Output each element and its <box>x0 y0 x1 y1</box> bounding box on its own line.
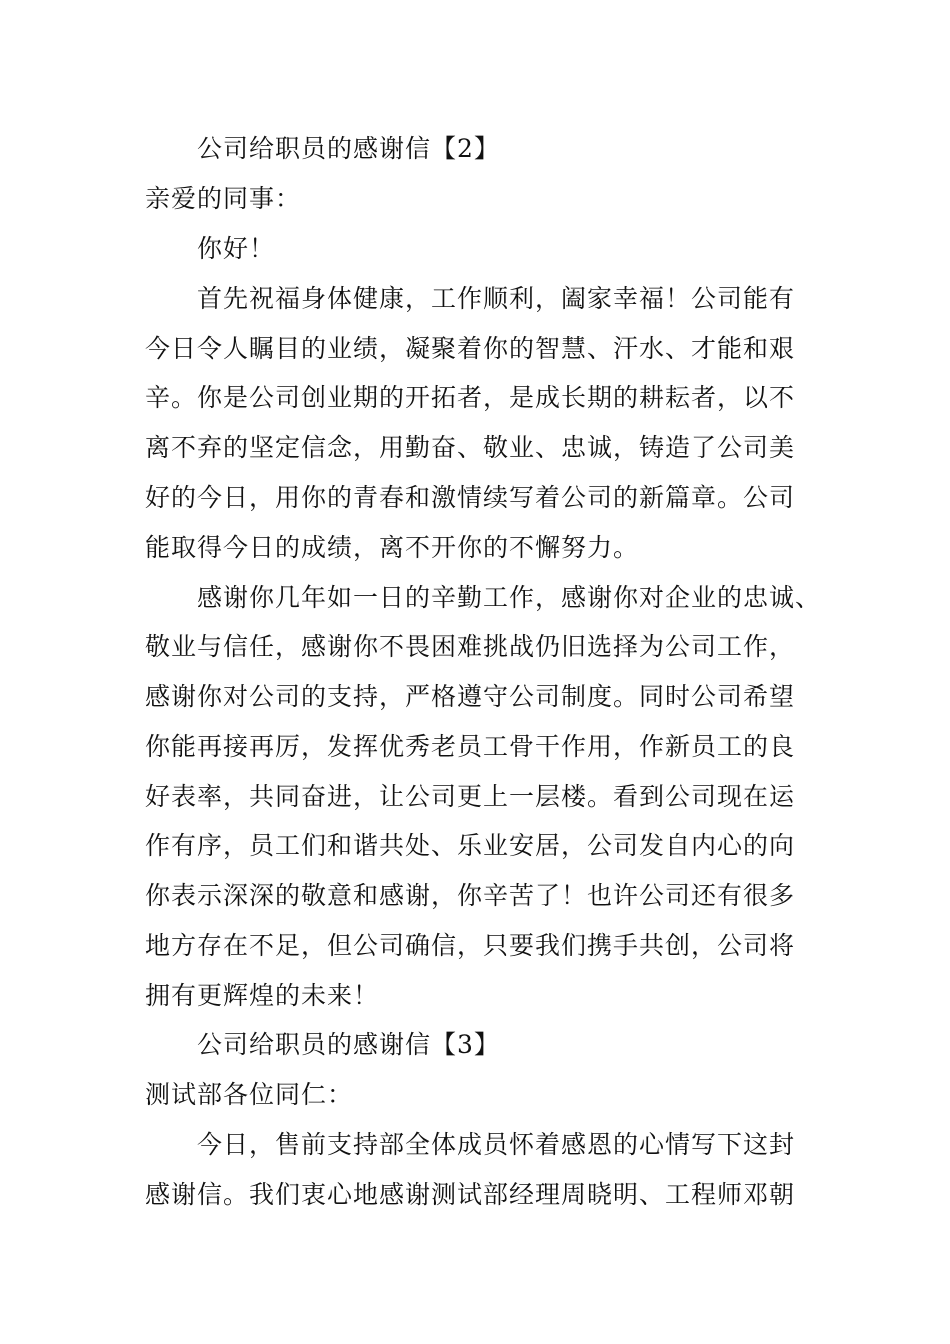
letter-2-salutation: 亲爱的同事： <box>145 184 302 213</box>
letter-2-greeting: 你好！ <box>197 234 276 263</box>
paragraph-line: 首先祝福身体健康，工作顺利，阖家幸福！公司能有 <box>197 284 796 313</box>
paragraph-line: 感谢你几年如一日的辛勤工作，感谢你对企业的忠诚、 <box>197 583 822 612</box>
paragraph-line: 今日，售前支持部全体成员怀着感恩的心情写下这封 <box>197 1130 796 1159</box>
letter-3-title: 公司给职员的感谢信【3】 <box>197 1030 500 1059</box>
paragraph-line: 好表率，共同奋进，让公司更上一层楼。看到公司现在运 <box>145 782 796 811</box>
paragraph-line: 你表示深深的敬意和感谢，你辛苦了！也许公司还有很多 <box>145 881 796 910</box>
paragraph-line: 拥有更辉煌的未来！ <box>145 981 380 1010</box>
paragraph-line: 感谢信。我们衷心地感谢测试部经理周晓明、工程师邓朝 <box>145 1180 796 1209</box>
letter-2-title: 公司给职员的感谢信【2】 <box>197 134 500 163</box>
letter-3-salutation: 测试部各位同仁： <box>145 1080 354 1109</box>
paragraph-line: 好的今日，用你的青春和激情续写着公司的新篇章。公司 <box>145 483 796 512</box>
paragraph-line: 敬业与信任，感谢你不畏困难挑战仍旧选择为公司工作， <box>145 632 796 661</box>
paragraph-line: 离不弃的坚定信念，用勤奋、敬业、忠诚，铸造了公司美 <box>145 433 796 462</box>
paragraph-line: 地方存在不足，但公司确信，只要我们携手共创，公司将 <box>145 931 796 960</box>
paragraph-line: 作有序，员工们和谐共处、乐业安居，公司发自内心的向 <box>145 831 796 860</box>
paragraph-line: 能取得今日的成绩，离不开你的不懈努力。 <box>145 533 640 562</box>
paragraph-line: 感谢你对公司的支持，严格遵守公司制度。同时公司希望 <box>145 682 796 711</box>
paragraph-line: 你能再接再厉，发挥优秀老员工骨干作用，作新员工的良 <box>145 732 796 761</box>
paragraph-line: 辛。你是公司创业期的开拓者，是成长期的耕耘者，以不 <box>145 383 796 412</box>
paragraph-line: 今日令人瞩目的业绩，凝聚着你的智慧、汗水、才能和艰 <box>145 334 796 363</box>
